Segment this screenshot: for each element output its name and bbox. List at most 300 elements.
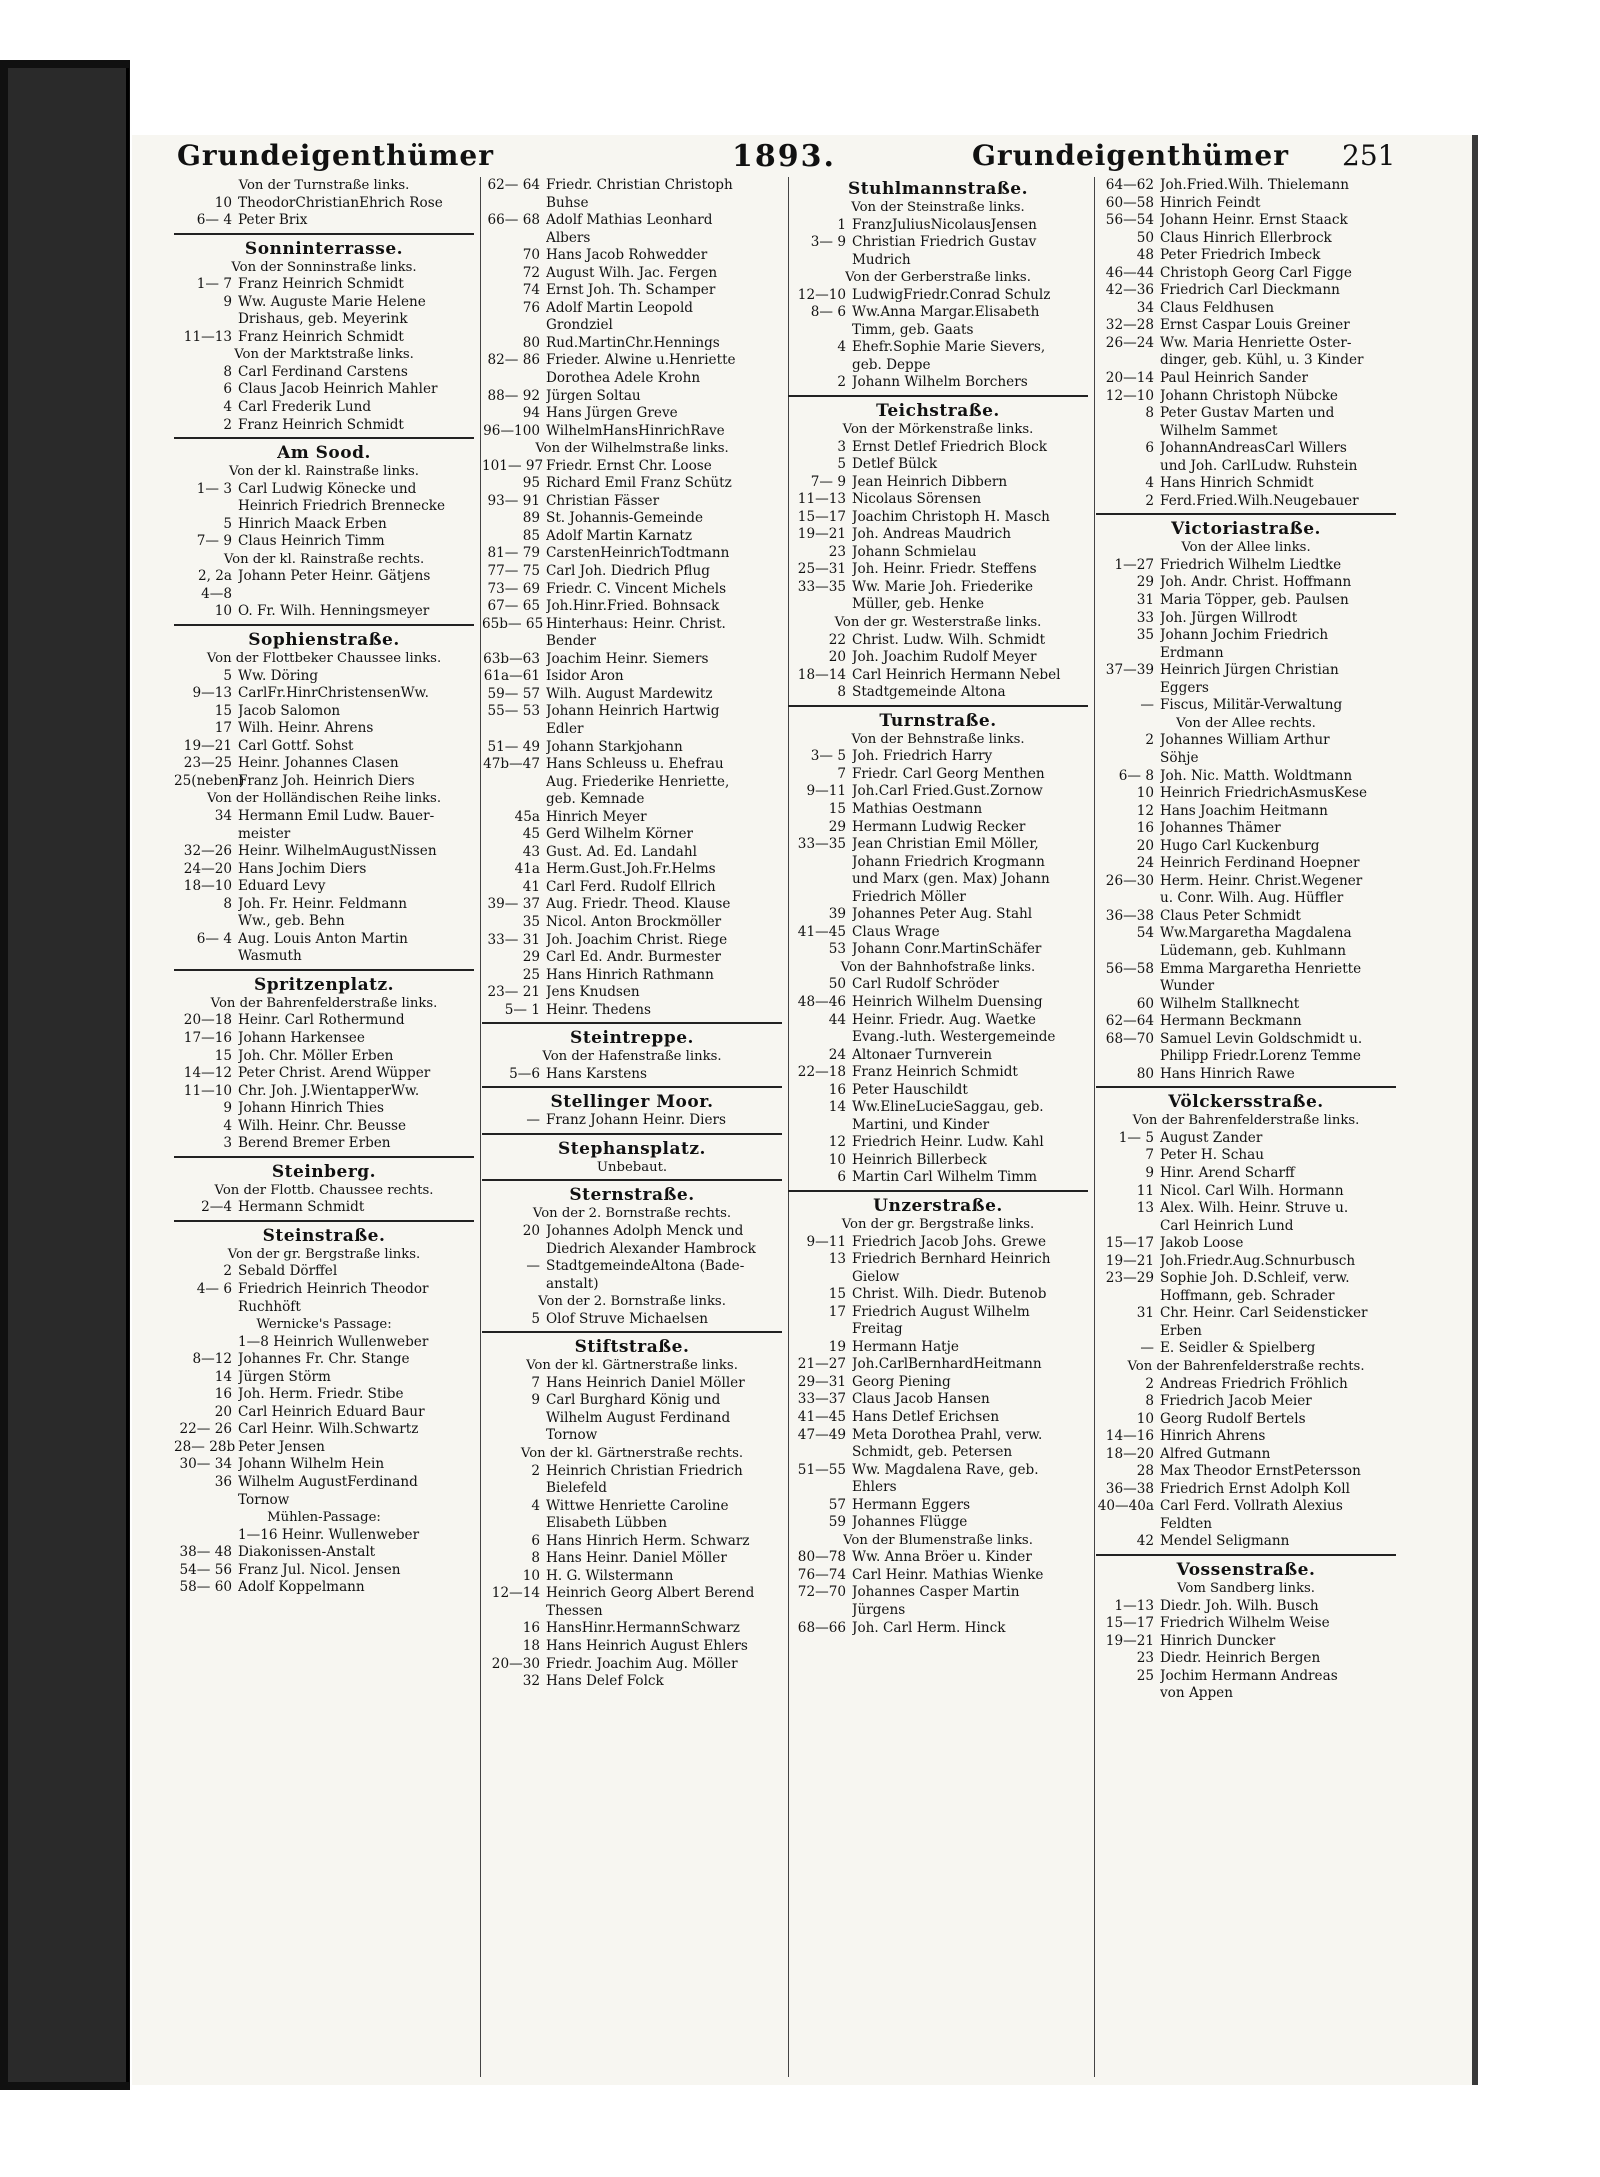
owner-name: Paul Heinrich Sander [1160,370,1309,387]
owner-name: Sebald Dörffel [238,1263,338,1280]
owner-entry [174,1263,474,1281]
house-number: 10 [214,603,232,620]
house-number [1096,1685,1160,1703]
house-number: 12—10 [1105,387,1154,404]
owner-entry [174,668,474,686]
owner-name: Wilhelm Sammet [1160,422,1278,439]
owner-name: Peter Hauschildt [852,1081,968,1098]
house-number: 2 [837,374,846,391]
house-number: 1—13 [1114,1597,1154,1614]
owner-entry [482,1258,782,1276]
house-number [1096,1048,1160,1066]
owner-name: Mathias Oestmann [852,800,983,817]
owner-name: Claus Feldhusen [1160,299,1274,316]
house-number: 20 [828,649,846,666]
house-number: 60 [1136,995,1154,1012]
owner-name: Herm. Heinr. Christ.Wegener [1160,872,1363,889]
owner-entry [1096,855,1396,873]
owner-name: Tornow [546,1427,598,1444]
owner-entry [174,878,474,896]
owner-entry [174,568,474,586]
owner-entry [482,388,782,406]
owner-entry [788,579,1088,597]
owner-name: Carl Gottf. Sohst [238,737,354,754]
house-number [1096,680,1160,698]
owner-name: Hinr. Arend Scharff [1160,1164,1295,1181]
house-number: 2—4 [201,1199,232,1216]
house-number [1096,423,1160,441]
house-number: 81— 79 [487,545,540,562]
owner-name: Christian Friedrich Gustav [852,234,1037,251]
house-number: 16 [828,1081,846,1098]
owner-entry [788,1462,1088,1480]
owner-name: Joh. Andr. Christ. Hoffmann [1160,574,1352,591]
house-number: 19—21 [797,526,846,543]
owner-name: Jürgen Störm [238,1368,331,1385]
column-2 [482,177,782,1691]
owner-name: Ww. Magdalena Rave, geb. [852,1461,1039,1478]
house-number: 33— 31 [487,931,540,948]
owner-entry [482,1311,782,1329]
house-number: 10 [1136,785,1154,802]
owner-name: Adolf Martin Leopold [546,299,694,316]
owner-name: Stadtgemeinde Altona [852,684,1006,701]
owner-name: Heinrich FriedrichAsmusKese [1160,785,1368,802]
owner-entry [788,1234,1088,1252]
owner-name: Wilhelm August Ferdinand [546,1409,731,1426]
owner-name: Claus Peter Schmidt [1160,907,1301,924]
owner-entry [788,1444,1088,1462]
owner-name: Jens Knudsen [546,984,640,1001]
house-number: 54— 56 [179,1561,232,1578]
house-number [788,871,852,889]
owner-name: Friedrich Möller [852,888,966,905]
owner-entry [174,1083,474,1101]
owner-entry [1096,282,1396,300]
section-rule [788,705,1088,707]
owner-name: Evang.-luth. Westergemeinde [852,1029,1056,1046]
owner-entry [1096,996,1396,1014]
owner-name: TheodorChristianEhrich Rose [238,194,443,211]
owner-name: Herm.Gust.Joh.Fr.Helms [546,861,716,878]
house-number [482,230,546,248]
header-year: 1893. [732,139,836,174]
owner-entry [788,1169,1088,1187]
owner-name: Friedrich August Wilhelm [852,1303,1030,1320]
owner-entry [1096,1305,1396,1323]
owner-name: Carl Ferdinand Carstens [238,363,408,380]
house-number: 3— 9 [810,234,846,251]
section-rule [174,233,474,235]
owner-name: Ferd.Fried.Wilh.Neugebauer [1160,492,1359,509]
owner-entry [788,322,1088,340]
owner-entry [482,475,782,493]
house-number: 39— 37 [487,896,540,913]
owner-entry [1096,1650,1396,1668]
house-number: 41—45 [797,923,846,940]
owner-name: Johannes Flügge [852,1514,968,1531]
owner-entry [1096,1147,1396,1165]
house-number: 22—18 [797,1064,846,1081]
section-rule [174,624,474,626]
owner-name: August Wilh. Jac. Fergen [546,264,718,281]
owner-name: O. Fr. Wilh. Henningsmeyer [238,603,430,620]
house-number [788,1444,852,1462]
owner-entry [174,755,474,773]
owner-entry [174,1492,474,1510]
house-number [174,948,238,966]
street-heading: Steintreppe. [570,1028,694,1049]
house-number: 20—14 [1105,370,1154,387]
owner-entry [482,1241,782,1259]
house-number: 2 [1145,732,1154,749]
owner-name: Ww., geb. Behn [238,913,345,930]
owner-name: Hermann Beckmann [1160,1013,1302,1030]
owner-name: Hans Schleuss u. Ehefrau [546,756,724,773]
owner-entry [174,1474,474,1492]
owner-entry [1096,732,1396,750]
section-rule [482,1022,782,1024]
house-number: 5 [837,456,846,473]
owner-entry [482,616,782,634]
house-number: 7 [837,765,846,782]
house-number [788,1269,852,1287]
owner-name: Diedr. Heinrich Bergen [1160,1650,1321,1667]
owner-name: Carl Ed. Andr. Burmester [546,949,722,966]
house-number: 12—10 [797,286,846,303]
direction-note: Von der 2. Bornstraße links. [538,1294,726,1310]
owner-entry [1096,592,1396,610]
house-number [788,889,852,907]
owner-entry [482,1673,782,1691]
house-number: 8 [1145,1393,1154,1410]
house-number: 15 [828,800,846,817]
owner-entry [1096,768,1396,786]
house-number: 42—36 [1105,282,1154,299]
owner-entry [174,1369,474,1387]
owner-entry [174,1135,474,1153]
running-head [132,135,1472,175]
owner-name: Heinr. WilhelmAugustNissen [238,843,437,860]
owner-name: Ww. Döring [238,667,319,684]
house-number: 55— 53 [487,703,540,720]
house-number: 33—35 [797,836,846,853]
street-heading: Stephansplatz. [558,1138,706,1159]
house-number: 6 [837,1169,846,1186]
owner-name: Hans Hinrich Rathmann [546,966,714,983]
owner-entry [788,1012,1088,1030]
owner-entry [482,1656,782,1674]
owner-entry [788,439,1088,457]
owner-entry [1096,1615,1396,1633]
house-number: 88— 92 [487,387,540,404]
house-number: 7— 9 [810,473,846,490]
owner-entry [482,844,782,862]
owner-entry [788,1514,1088,1532]
house-number: 93— 91 [487,492,540,509]
owner-entry [482,458,782,476]
owner-entry [482,528,782,546]
owner-name: HansHinr.HermannSchwarz [546,1620,740,1637]
owner-name: Christ. Ludw. Wilh. Schmidt [852,631,1046,648]
owner-name: Joh. Carl Herm. Hinck [852,1619,1006,1636]
owner-entry [482,809,782,827]
owner-entry [174,1030,474,1048]
owner-entry [174,808,474,826]
house-number: 48 [1136,247,1154,264]
owner-name: Friedrich Jacob Johs. Grewe [852,1233,1047,1250]
owner-entry [1096,820,1396,838]
owner-entry [174,1351,474,1369]
house-number: 14 [214,1368,232,1385]
owner-entry [1096,300,1396,318]
house-number: 41a [514,861,540,878]
house-number: 41—45 [797,1409,846,1425]
direction-note: Von der Mörkenstraße links. [842,422,1034,438]
owner-entry [174,329,474,347]
house-number: 62— 64 [487,177,540,193]
direction-note: Von der gr. Bergstraße links. [841,1216,1035,1232]
house-number: 26—24 [1105,334,1154,351]
owner-name: Friedr. Carl Georg Menthen [852,765,1045,782]
owner-name: Johann Schmielau [852,543,977,560]
owner-entry [1096,803,1396,821]
owner-name: Johannes Casper Martin [852,1584,1020,1601]
owner-name: Friedr. C. Vincent Michels [546,580,727,597]
owner-name: Franz Heinrich Schmidt [238,328,404,345]
house-number: 25—31 [797,561,846,578]
house-number [482,791,546,809]
owner-entry [788,526,1088,544]
owner-entry [482,967,782,985]
owner-name: Heinrich Christian Friedrich [546,1462,743,1479]
owner-entry [482,984,782,1002]
direction-note: Von der Wilhelmstraße links. [535,441,729,457]
owner-entry [1096,247,1396,265]
owner-name: Christ. Wilh. Diedr. Butenob [852,1286,1047,1303]
owner-entry [482,405,782,423]
owner-name: Gerd Wilhelm Körner [546,826,693,843]
owner-entry [174,1421,474,1439]
owner-entry [1096,1463,1396,1481]
direction-note: Von der Gerberstraße links. [845,270,1031,286]
house-number: 6— 4 [196,930,232,947]
owner-entry [174,603,474,621]
owner-name: Tornow [238,1491,290,1508]
direction-note: Von der kl. Gärtnerstraße links. [526,1358,738,1374]
house-number: 65b— 65 [482,615,544,632]
house-number: 15—17 [1105,1615,1154,1632]
owner-name: Alfred Gutmann [1160,1445,1271,1462]
owner-entry [788,234,1088,252]
house-number: 5 [223,667,232,684]
owner-name: Martini, und Kinder [852,1116,990,1133]
owner-name: und Joh. CarlLudw. Ruhstein [1160,457,1358,474]
house-number: 26—30 [1105,872,1154,889]
owner-entry [482,1375,782,1393]
house-number: — [526,1112,540,1129]
street-heading: Sternstraße. [569,1185,695,1206]
owner-entry [174,1100,474,1118]
owner-name: Claus Hinrich Ellerbrock [1160,229,1332,246]
owner-entry [788,1479,1088,1497]
owner-name: Joachim Heinr. Siemers [546,650,709,667]
owner-entry [482,791,782,809]
owner-name: Joh. Friedrich Harry [852,748,993,765]
owner-entry [1096,1323,1396,1341]
owner-entry [174,703,474,721]
house-number: 67— 65 [487,598,540,615]
owner-name: Timm, geb. Gaats [852,321,974,338]
house-number: 12—14 [491,1585,540,1602]
owner-name: Diedrich Alexander Hambrock [546,1240,756,1257]
owner-name: Johann Jochim Friedrich [1160,627,1329,644]
owner-name: Friedrich Wilhelm Liedtke [1160,556,1342,573]
owner-name: Eduard Levy [238,878,326,895]
owner-name: Carl Heinr. Wilh.Schwartz [238,1421,419,1438]
owner-entry [788,1269,1088,1287]
owner-name: Joh.CarlBernhardHeitmann [852,1356,1042,1373]
house-number: 2 [531,1462,540,1479]
house-number: 4— 6 [196,1280,232,1297]
house-number: 11—10 [183,1082,232,1099]
house-number: 17—16 [183,1029,232,1046]
owner-entry [1096,750,1396,768]
owner-entry [1096,1668,1396,1686]
owner-name: Friedrich Ernst Adolph Koll [1160,1480,1350,1497]
owner-entry [482,1427,782,1445]
owner-name: Ernst Joh. Th. Schamper [546,282,716,299]
owner-name: Mendel Seligmann [1160,1533,1290,1550]
owner-entry [788,561,1088,579]
house-number: 42 [1136,1533,1154,1550]
owner-entry [788,509,1088,527]
owner-entry [174,381,474,399]
house-number: 7 [1145,1147,1154,1164]
owner-name: Albers [546,229,591,246]
owner-name: Claus Wrage [852,923,940,940]
house-number: 23 [828,543,846,560]
owner-entry [1096,1393,1396,1411]
owner-name: Jean Heinrich Dibbern [852,473,1008,490]
house-number: 82— 86 [487,352,540,369]
owner-name: Ruchhöft [238,1298,301,1315]
owner-name: Isidor Aron [546,668,624,685]
owner-name: Johann Hinrich Thies [238,1100,385,1117]
house-number: 9 [531,1392,540,1409]
owner-entry [174,1281,474,1299]
owner-entry [1096,838,1396,856]
house-number [788,854,852,872]
house-number: 80 [1136,1065,1154,1082]
owner-entry [482,879,782,897]
owner-name: Johannes Thämer [1160,820,1281,837]
owner-name: Carl Joh. Diedrich Pflug [546,563,710,580]
owner-name: Friedrich Bernhard Heinrich [852,1251,1051,1268]
house-number: 94 [522,405,540,422]
owner-entry [788,304,1088,322]
owner-name: Aug. Louis Anton Martin [238,930,408,947]
owner-name: Carl Heinr. Mathias Wienke [852,1566,1044,1583]
house-number: 36—38 [1105,907,1154,924]
owner-name: Philipp Friedr.Lorenz Temme [1160,1048,1361,1065]
owner-entry [482,1585,782,1603]
house-number: 29 [828,818,846,835]
owner-entry [788,649,1088,667]
direction-note: Von der Bahrenfelderstraße links. [1132,1113,1360,1129]
owner-entry [1096,680,1396,698]
house-number: 20 [522,1222,540,1239]
house-number: 6 [531,1532,540,1549]
house-number: 48—46 [797,993,846,1010]
house-number [482,774,546,792]
direction-note: Von der Flottb. Chaussee rechts. [214,1182,434,1198]
house-number: 59— 57 [487,685,540,702]
house-number: 33 [1136,609,1154,626]
street-heading: Stellinger Moor. [550,1092,714,1113]
house-number: 2 [223,416,232,433]
owner-entry [482,1620,782,1638]
owner-name: Franz Johann Heinr. Diers [546,1112,727,1129]
section-rule [1096,513,1396,515]
house-number: 17 [214,720,232,737]
owner-name: Detlef Bülck [852,456,938,473]
house-number: 15 [214,702,232,719]
owner-name: Johann Starkjohann [546,738,683,755]
direction-note: Von der Blumenstraße links. [843,1532,1033,1548]
owner-name: Ww. Marie Joh. Friederike [852,578,1034,595]
owner-name: Ernst Detlef Friedrich Block [852,438,1048,455]
section-rule [1096,1086,1396,1088]
house-number: 5 [223,515,232,532]
owner-name: von Appen [1160,1685,1233,1702]
owner-name: Jacob Salomon [238,702,341,719]
owner-entry [174,826,474,844]
owner-name: Franz Heinrich Schmidt [238,416,404,433]
owner-entry [482,914,782,932]
house-number: — [1140,1340,1154,1357]
owner-name: Hans Delef Folck [546,1673,664,1690]
owner-name: Friedrich Jacob Meier [1160,1393,1312,1410]
house-number [482,1276,546,1294]
section-rule [482,1133,782,1135]
owner-entry [1096,405,1396,423]
house-number: 23—25 [183,755,232,772]
owner-name: Friedrich Heinrich Theodor [238,1280,429,1297]
owner-name: Heinr. Thedens [546,1001,651,1018]
owner-entry [174,417,474,435]
owner-entry [1096,1516,1396,1534]
house-number: 70 [522,247,540,264]
owner-entry [788,456,1088,474]
owner-name: Joh.Friedr.Aug.Schnurbusch [1160,1252,1356,1269]
owner-entry [174,896,474,914]
street-heading: Teichstraße. [876,401,1000,422]
owner-name: Ww.Margaretha Magdalena [1160,925,1352,942]
owner-name: Franz Heinrich Schmidt [852,1064,1018,1081]
owner-entry [482,212,782,230]
owner-name: Joh.Fried.Wilh. Thielemann [1160,177,1349,193]
owner-name: anstalt) [546,1275,599,1292]
house-number: 34 [1136,299,1154,316]
owner-name: Johannes William Arthur [1160,732,1330,749]
owner-name: Claus Heinrich Timm [238,533,385,550]
owner-entry [482,686,782,704]
house-number: 11 [1136,1182,1154,1199]
house-number [482,1241,546,1259]
direction-note: Von der Allee rechts. [1176,715,1316,731]
owner-entry [788,1152,1088,1170]
